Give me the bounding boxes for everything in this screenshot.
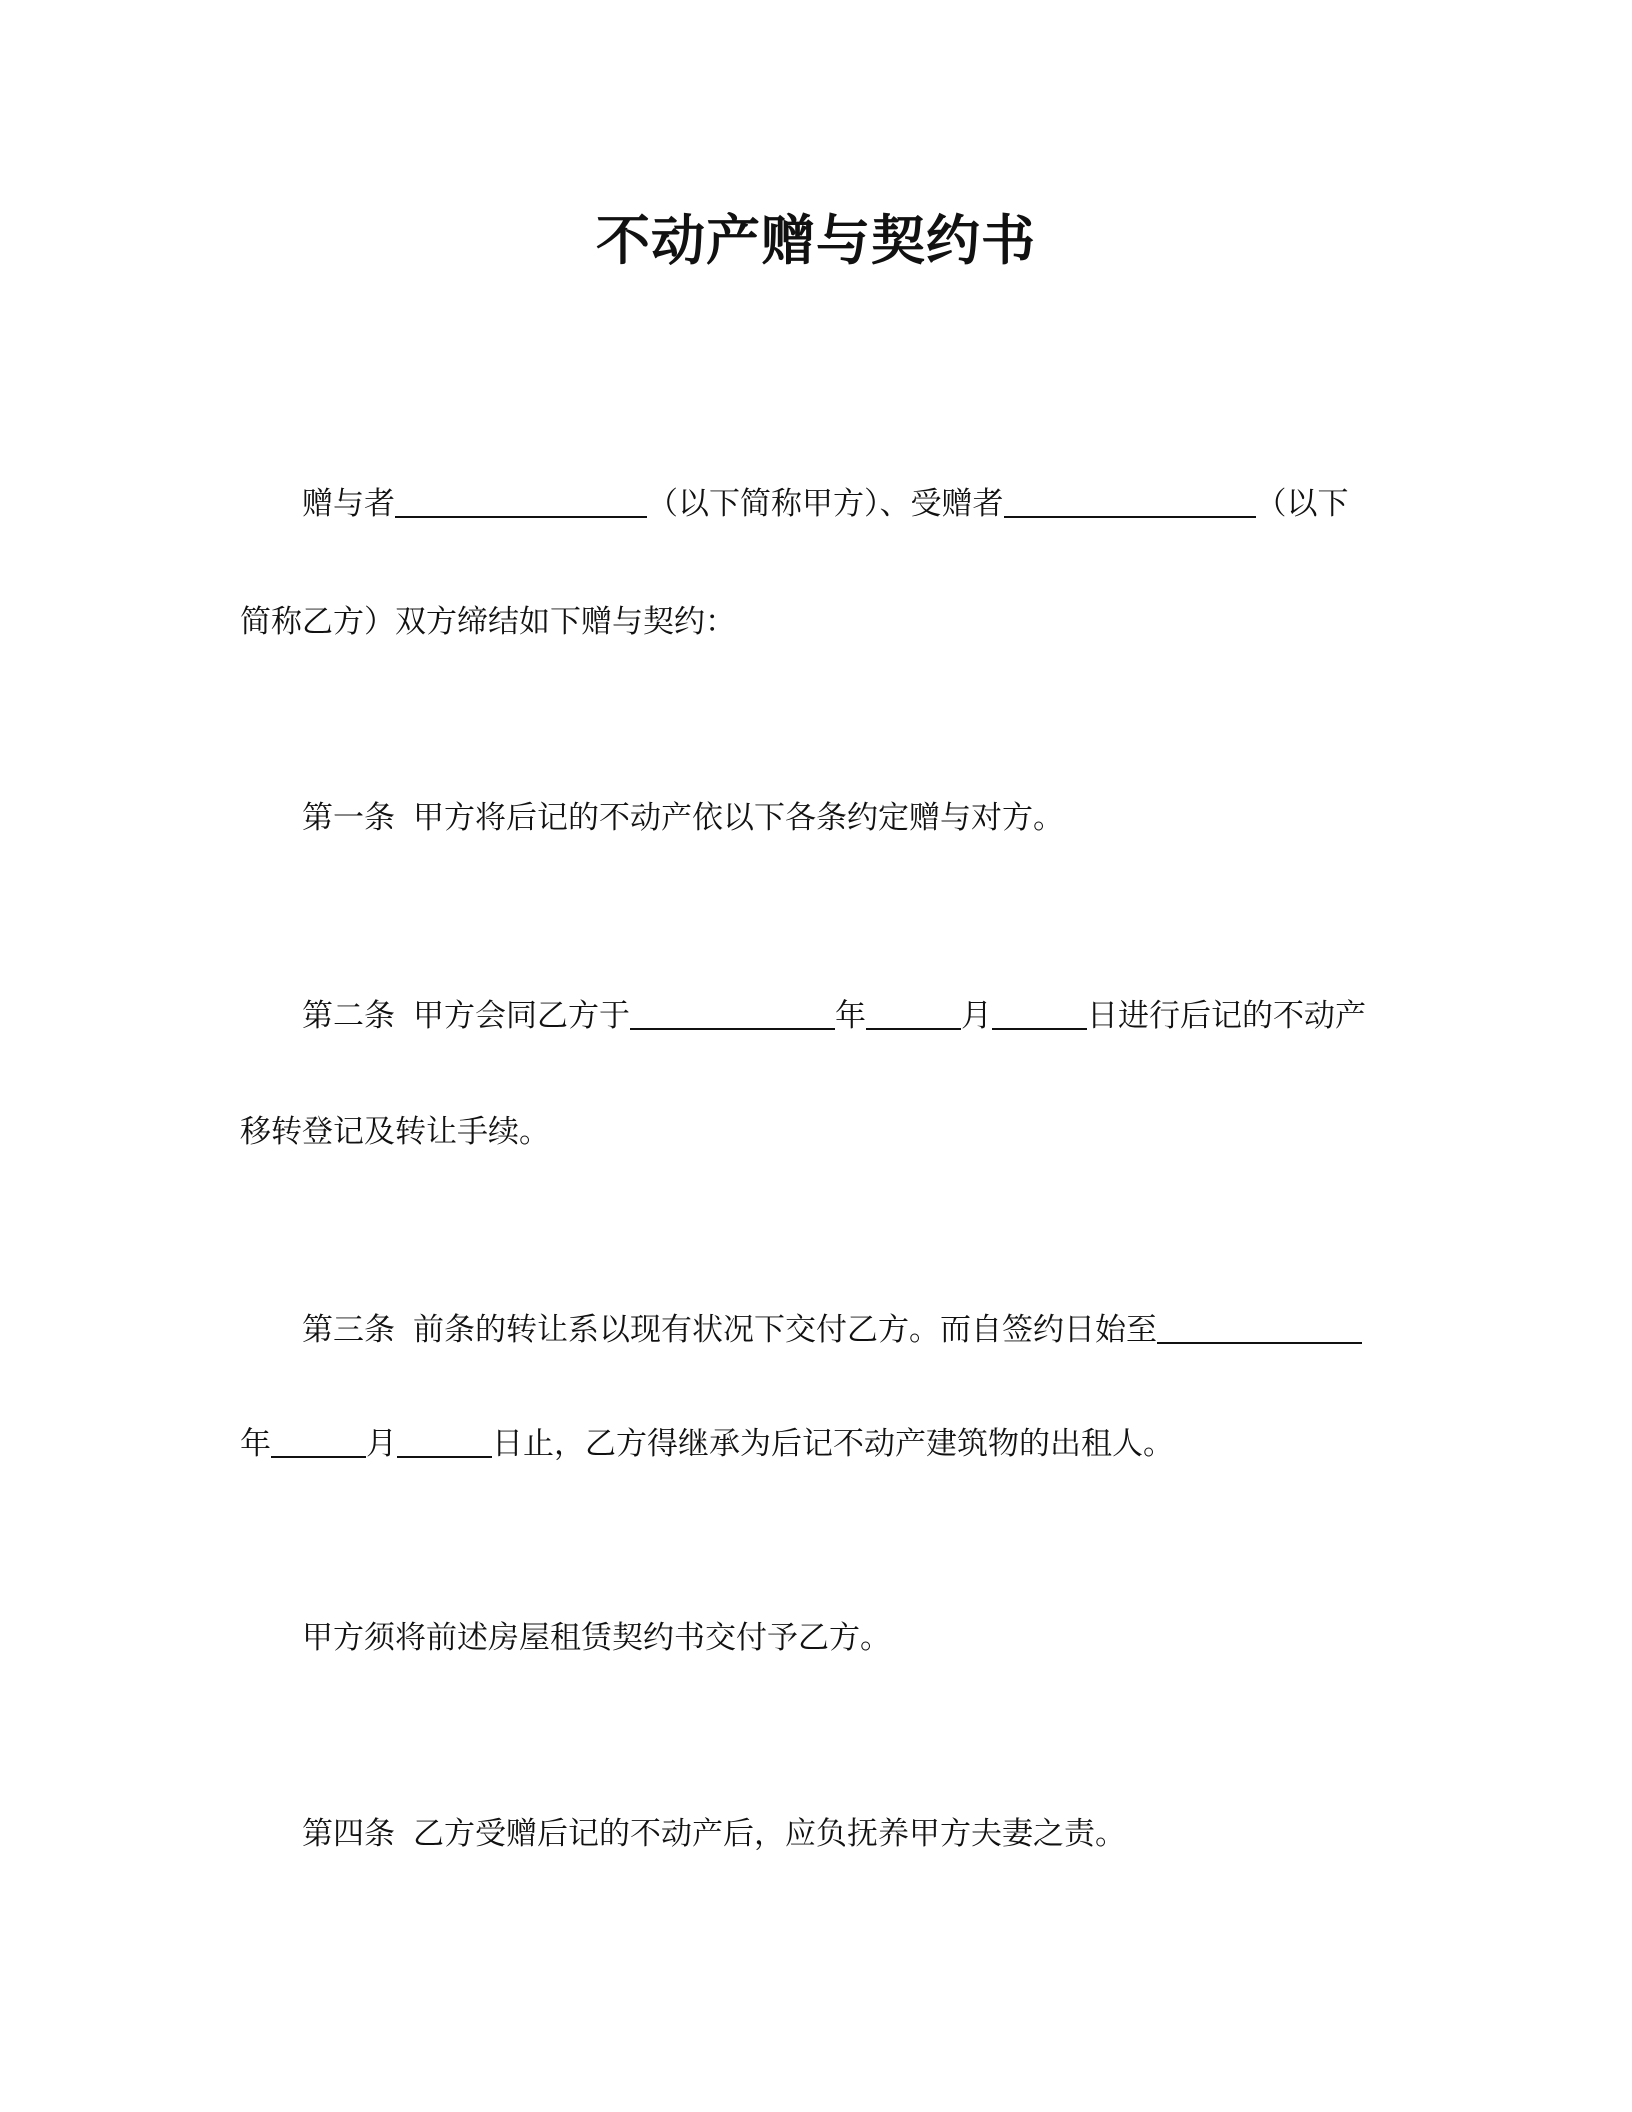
article-2-line-1 [302, 992, 1366, 1040]
intro-line-2: 简称乙方）双方缔结如下赠与契约： [240, 604, 736, 640]
article-2-month-blank[interactable] [866, 994, 961, 1030]
article-2-day-blank[interactable] [992, 994, 1087, 1030]
article-2-label: 第二条 [302, 998, 395, 1034]
article-3-line-1 [302, 1306, 1362, 1354]
article-3-year-label: 年 [240, 1426, 271, 1462]
article-3-day-blank[interactable] [397, 1422, 492, 1458]
intro-line-1 [302, 480, 1349, 528]
article-3-label: 第三条 [302, 1312, 395, 1348]
article-2-text-before: 甲方会同乙方于 [413, 998, 630, 1034]
article-4-text: 乙方受赠后记的不动产后，应负抚养甲方夫妻之责。 [413, 1816, 1126, 1852]
donor-label: 赠与者 [302, 486, 395, 522]
article-3-month-blank[interactable] [271, 1422, 366, 1458]
donor-name-blank[interactable] [395, 482, 647, 518]
article-4-label: 第四条 [302, 1816, 395, 1852]
article-1-label: 第一条 [302, 800, 395, 836]
article-2-month-label: 月 [961, 998, 992, 1034]
article-3-line-2 [240, 1420, 1174, 1468]
article-3-month-label: 月 [366, 1426, 397, 1462]
article-2-year-label: 年 [835, 998, 866, 1034]
donee-suffix: （以下 [1255, 486, 1349, 522]
article-3-day-text: 日止，乙方得继承为后记不动产建筑物的出租人。 [492, 1426, 1174, 1462]
donee-name-blank[interactable] [1004, 482, 1256, 518]
article-3-year-blank[interactable] [1157, 1308, 1362, 1344]
article-1 [302, 794, 1064, 842]
document-title: 不动产赠与契约书 [596, 209, 1036, 272]
article-2-line-2: 移转登记及转让手续。 [240, 1114, 550, 1150]
article-3-text-before: 前条的转让系以现有状况下交付乙方。而自签约日始至 [413, 1312, 1157, 1348]
article-1-text: 甲方将后记的不动产依以下各条约定赠与对方。 [413, 800, 1064, 836]
article-2-year-blank[interactable] [630, 994, 835, 1030]
article-3-extra: 甲方须将前述房屋租赁契约书交付予乙方。 [302, 1620, 891, 1656]
article-4 [302, 1810, 1126, 1858]
donor-suffix: （以下简称甲方）、受赠者 [647, 486, 1004, 522]
article-2-day-text: 日进行后记的不动产 [1087, 998, 1366, 1034]
